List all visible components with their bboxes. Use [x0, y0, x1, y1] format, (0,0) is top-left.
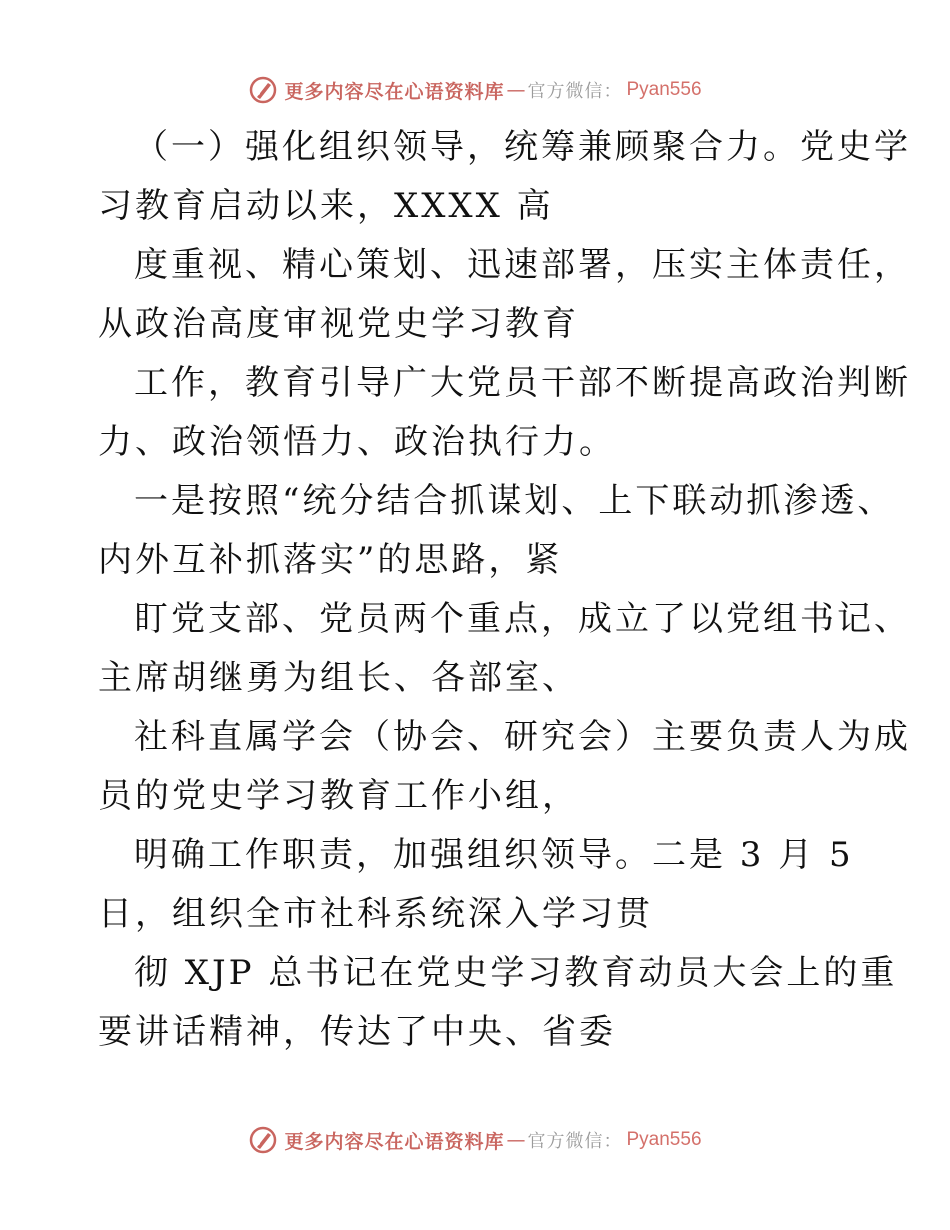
document-body [98, 118, 911, 1062]
body-line: 从政治高度审视党史学习教育 [98, 304, 579, 344]
banner-dash: — [506, 1129, 526, 1151]
banner-main-text: 更多内容尽在心语资料库 [284, 80, 505, 103]
body-line: 内外互补抓落实”的思路，紧 [98, 540, 563, 580]
body-line: 明确工作职责，加强组织领导。二是 3 月 5 [134, 835, 854, 875]
body-line: 力、政治领悟力、政治执行力。 [98, 422, 616, 462]
header-banner [0, 70, 950, 110]
footer-banner [0, 1120, 950, 1160]
body-line: 习教育启动以来，XXXX 高 [98, 186, 554, 226]
banner-main-text: 更多内容尽在心语资料库 [284, 1130, 505, 1153]
banner-wechat-handle: Pyan556 [626, 1129, 702, 1150]
body-line: （一）强化组织领导，统筹兼顾聚合力。党史学 [134, 127, 911, 167]
red-pen-circle-logo-icon [248, 1125, 278, 1155]
body-line: 度重视、精心策划、迅速部署，压实主体责任， [134, 245, 911, 285]
body-line: 主席胡继勇为组长、各部室、 [98, 658, 579, 698]
body-line: 日，组织全市社科系统深入学习贯 [98, 894, 653, 934]
body-line: 盯党支部、党员两个重点，成立了以党组书记、 [134, 599, 911, 639]
banner-official-label: 官方微信： [527, 1131, 623, 1152]
banner-official-label: 官方微信： [527, 81, 623, 102]
body-line: 一是按照“统分结合抓谋划、上下联动抓渗透、 [134, 481, 895, 521]
body-line: 要讲话精神，传达了中央、省委 [98, 1012, 616, 1052]
body-line: 工作，教育引导广大党员干部不断提高政治判断 [134, 363, 911, 403]
body-line: 社科直属学会（协会、研究会）主要负责人为成 [134, 717, 911, 757]
banner-wechat-handle: Pyan556 [626, 79, 702, 100]
body-line: 员的党史学习教育工作小组， [98, 776, 579, 816]
banner-dash: — [506, 79, 526, 101]
red-pen-circle-logo-icon [248, 75, 278, 105]
body-line: 彻 XJP 总书记在党史学习教育动员大会上的重 [134, 953, 898, 993]
